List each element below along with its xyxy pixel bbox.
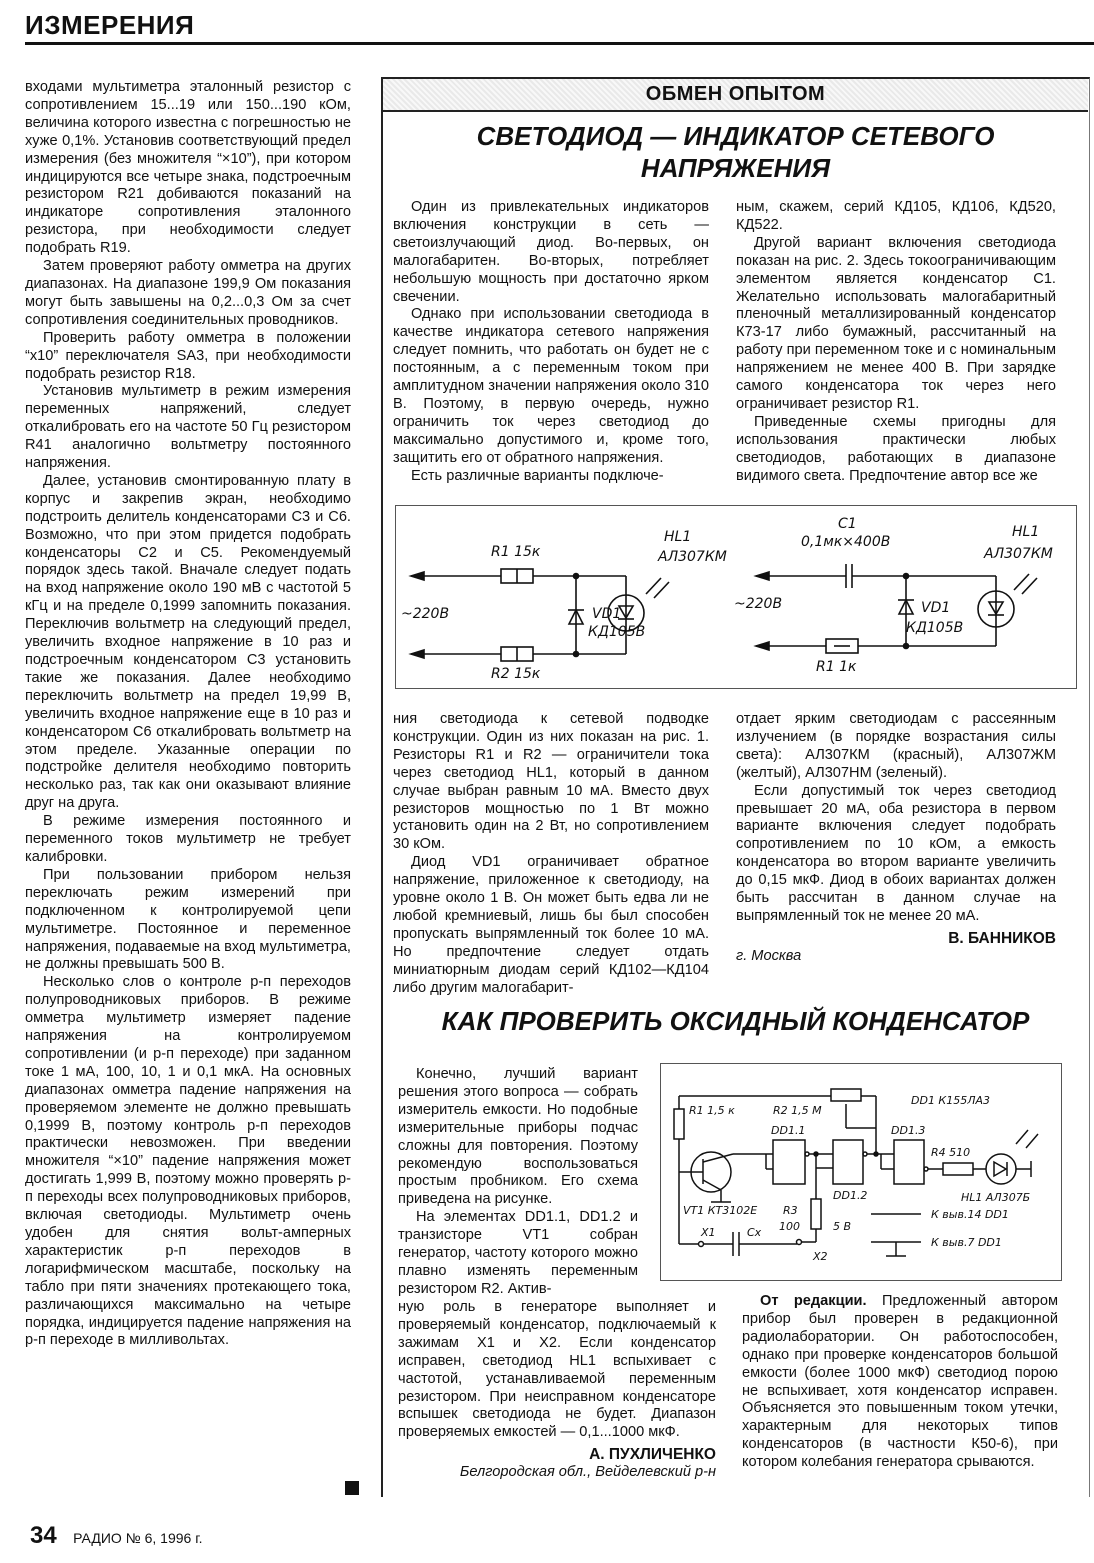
paragraph: отдает ярким светодиодам с рассеянным излучением (в порядке возрастания силы света): АЛ307КМ (красный), АЛ307ЖМ (желтый), АЛ307НМ (зеленый). [736, 711, 1056, 781]
label-r3: R3 [783, 1204, 798, 1217]
label-hl1: HL1 [664, 529, 692, 545]
terminal-x1 [699, 1242, 704, 1247]
arrow-icon [756, 642, 769, 650]
paragraph: ния светодиода к сетевой подводке конструкции. Один из них показан на рис. 1. Резисторы R1 и R2 — ограничители тока через светодиод HL1, который в данном случае выбран равным 10 мА. Вместо двух резисторов мощностью по 1 Вт можно установить один на 2 Вт, но сопротивлением 30 кОм. [393, 711, 709, 853]
paragraph: ную роль в генераторе выполняет и проверяемый конденсатор, подключаемый к зажимам Х1 и Х2. Если конденсатор исправен, светодиод HL1 вспыхивает с частотой, устанавливаемой переменным резистором. При неисправном конденсаторе вспышек светодиода не будет. Диапазон проверяемых емкостей — 0,1...1000 мкФ. [398, 1299, 716, 1441]
label-vd1-type: КД105В [588, 624, 646, 640]
paragraph: Проверить работу омметра в положении “x10” переключателя SA3, при необходимости подобрать резистор R18. [25, 329, 351, 382]
paragraph: Далее, установив смонтированную плату в корпус и закрепив экран, необходимо подстроить делитель конденсаторами С3 и С6. Возможно, что при этом придется подобрать конденсаторы С2 и С5. Рекомендуемый порядок здесь такой. Вначале следует подать на вход напряжение около 190 мВ с частотой 5 кГц и на пределе 0,1999 запомнить показания. Переключив вольтметр на следующий предел, увеличить входное напряжение в 10 раз и подстроечным конденсатором С3 установить такие же показания. Далее необходимо переключить вольтметр на предел 19,99 В, увеличить входное напряжение еще в 10 раз и конденсатором С6 откалибровать вольтметр на этом пределе. Указанные операции по подстройке делителя необходимо повторить несколько раз, так как они оказывают влияние друг на друга. [25, 472, 351, 812]
label-r3-value: 100 [779, 1220, 800, 1233]
label-r1-1k: R1 1к [816, 659, 857, 675]
paragraph: На элементах DD1.1, DD1.2 и транзисторе VT1 собран генератор, частоту которого можно плавно изменять переменным резистором R2. Актив- [398, 1209, 638, 1297]
potentiometer-r2 [831, 1089, 861, 1101]
terminal-x2 [797, 1240, 802, 1245]
resistor-r4 [943, 1163, 973, 1175]
rubric-banner [383, 79, 1088, 112]
paragraph: Если допустимый ток через светодиод превышает 20 мА, оба резистора в первом варианте включения следует подобрать сопротивлением по 10 кОм, а емкость конденсатора во втором варианте увеличить до 0,15 мкФ. Диод в обоих вариантах должен быть рассчитан в данном случае на выпрямленный ток не менее 20 мА. [736, 782, 1056, 924]
arrow-icon [411, 650, 424, 658]
label-mains-right: ~220В [734, 596, 783, 612]
label-r2: R2 1,5 М [773, 1104, 822, 1117]
label-minus-to: К выв.7 DD1 [931, 1236, 1002, 1249]
resistor-r1 [674, 1109, 684, 1139]
editor-lead: От редакции. [760, 1293, 867, 1309]
label-r4: R4 510 [931, 1146, 971, 1159]
label-c1: C1 [838, 516, 857, 532]
label-vd1-type-right: КД105В [906, 620, 964, 636]
gate-dd1-1 [773, 1140, 805, 1184]
article1-col2 [736, 199, 1056, 486]
label-hl1: HL1 АЛ307Б [961, 1191, 1031, 1204]
article2-col2 [398, 1299, 716, 1482]
gate-dd1-3 [894, 1140, 924, 1184]
article2-title: КАК ПРОВЕРИТЬ ОКСИДНЫЙ КОНДЕНСАТОР [441, 1006, 1030, 1036]
label-dd1-2: DD1.2 [833, 1189, 868, 1202]
page-number: 34 [30, 1522, 57, 1549]
article1-col3 [393, 711, 709, 998]
article1-city: г. Москва [736, 947, 802, 964]
paragraph: Конечно, лучший вариант решения этого вопроса — собрать измеритель емкости. Но подобные измерительные приборы подчас сложны для повторения. Поэтому рекомендую воспользоваться простым пробником. Его схема приведена на рисунке. [398, 1066, 638, 1208]
label-hl1-type: АЛ307КМ [658, 549, 727, 565]
schematic-svg [396, 506, 1076, 688]
article1-col4 [736, 711, 1056, 966]
article2-col1 [398, 1066, 638, 1299]
label-plus-to: К выв.14 DD1 [931, 1208, 1009, 1221]
editor-paragraph [742, 1293, 1058, 1472]
article2-city: Белгородская обл., Вейделевский р-н [459, 1464, 716, 1481]
paragraph: Один из привлекательных индикаторов включения конструкции в сеть — светоизлучающий диод. Во-первых, он малогабаритен. Во-вторых, потребляет небольшую мощность при достаточно ярком свечении. [393, 199, 709, 305]
article1-author: В. БАННИКОВ [948, 929, 1056, 947]
end-of-article-mark [345, 1481, 359, 1495]
label-hl1-type-right: АЛ307КМ [984, 546, 1053, 562]
article2-author: А. ПУХЛИЧЕНКО [589, 1446, 716, 1464]
paragraph: Другой вариант включения светодиода показан на рис. 2. Здесь токоограничивающим элементом является конденсатор С1. Желательно использовать малогабаритный пленочный металлизированный конденсатор К73-17 либо бумажный, рассчитанный на работу при переменном токе и с номинальным напряжением не менее 400 В. При зарядке самого конденсатора ток через него ограничивает резистор R1. [736, 234, 1056, 412]
label-x1: X1 [701, 1226, 716, 1239]
label-dd1-1: DD1.1 [771, 1124, 806, 1137]
label-r1: R1 15к [491, 544, 541, 560]
paragraph: Есть различные варианты подключе- [411, 467, 664, 484]
arrow-icon [411, 572, 424, 580]
rubric-title: ОБМЕН ОПЫТОМ [645, 83, 826, 105]
paragraph: Затем проверяют работу омметра на других диапазонах. На диапазоне 199,9 Ом показания могут быть завышены на 0,2...0,3 Ом за счет сопротивления соединительных проводников. [25, 258, 351, 328]
figure-led-mains-circuits [395, 505, 1077, 689]
label-hl1-right: HL1 [1012, 524, 1040, 540]
label-cx: Cx [747, 1226, 762, 1239]
label-supply: 5 В [833, 1220, 852, 1233]
schematic-svg [661, 1064, 1061, 1280]
paragraph: ным, скажем, серий КД105, КД106, КД520, КД522. [736, 199, 1056, 233]
paragraph: Несколько слов о контроле р-п переходов полупроводниковых приборов. В режиме омметра мультиметр измеряет падение напряжения на контролируемом сопротивлении (и р-п переходе) при заданном токе 1 мА, 100, 10, 1 и 0,1 мкА. На основных диапазонах омметра падение напряжения на проверяемом элементе не должно превышать 0,1999 В, поэтому контроль р-п переходов практически невозможен. При введении множителя “×10” падение напряжения может достигать 1,999 В, поэтому можно проверять р-п переходы всех полупроводниковых приборов, включая светодиоды. Мультиметр очень удобен для снятия вольт-амперных характеристик р-п переходов в логарифмическом масштабе, поскольку на табло при пяти значениях протекающего тока, различающихся максимально на четыре порядка, индицируется падение напряжения на р-п переходе в милливольтах. [25, 974, 351, 1349]
paragraph: Однако при использовании светодиода в качестве индикатора сетевого напряжения следует помнить, что работать он будет не с постоянным, а с переменным током при амплитудном значении напряжения около 310 В. Поэтому, в первую очередь, нужно ограничить ток через светодиод до максимально допустимого и, кроме того, защитить его от обратного напряжения. [393, 306, 709, 466]
article1-title: СВЕТОДИОД — ИНДИКАТОР СЕТЕВОГО НАПРЯЖЕНИЯ [476, 121, 995, 183]
heading-rule [25, 42, 1094, 45]
left-column [25, 79, 351, 1350]
label-vd1: VD1 [592, 606, 622, 622]
label-x2: X2 [813, 1250, 828, 1263]
paragraph: Диод VD1 ограничивает обратное напряжение, приложенное к светодиоду, на уровне около 1 В. Он может быть едва ли не любой кремниевый, лишь бы был способен пропускать выпрямленный ток более 10 мА. Но предпочтение следует отдать миниатюрным диодам серий КД102—КД104 либо другим малогабарит- [393, 854, 709, 996]
section-heading: ИЗМЕРЕНИЯ [25, 10, 195, 40]
page-footer [30, 1522, 202, 1550]
magazine-issue: РАДИО № 6, 1996 г. [73, 1530, 203, 1546]
article1-col1 [393, 199, 709, 486]
label-mains-left: ~220В [401, 606, 450, 622]
label-r2: R2 15к [491, 666, 541, 682]
editor-note [742, 1293, 1058, 1472]
editor-text: Предложенный автором прибор был проверен в редакционной радиолаборатории. Он работоспособен, однако при проверке конденсаторов большой емкости (более 1000 мкФ) светодиод порою не вспыхивает, хотя конденсатор исправен. Объясняется это повышенным током утечки, характерным для некоторых типов конденсаторов (в частности К50-6), при котором колебания генератора срываются. [742, 1293, 1058, 1471]
label-dd1: DD1 К155ЛА3 [911, 1094, 991, 1107]
label-vt1: VT1 КТ3102Е [683, 1204, 758, 1217]
paragraph: В режиме измерения постоянного и переменного токов мультиметр не требует калибровки. [25, 813, 351, 865]
gate-dd1-2 [833, 1140, 863, 1184]
paragraph: входами мультиметра эталонный резистор с сопротивлением 15...19 или 150...190 кОм, величина которого известна с погрешностью не хуже 0,1%. Установив соответствующий предел измерения (без множителя “×10”), при котором индицируются все четыре знака, подстроечным резистором R21 добиваются показаний на индикаторе сопротивления эталонного резистора, при необходимости следует подобрать R19. [25, 79, 351, 257]
resistor-r3 [811, 1199, 821, 1229]
label-r1: R1 1,5 к [689, 1104, 735, 1117]
paragraph: Установив мультиметр в режим измерения переменных напряжений, следует откалибровать его на частоте 50 Гц резистором R41 аналогично вольтметру постоянного напряжения. [25, 383, 351, 472]
arrow-icon [756, 572, 769, 580]
label-c1-value: 0,1мк×400В [801, 534, 891, 550]
label-dd1-3: DD1.3 [891, 1124, 926, 1137]
label-vd1-right: VD1 [921, 600, 951, 616]
paragraph: Приведенные схемы пригодны для использования практически любых светодиодов, работающих в диапазоне видимого света. Предпочтение автор все же [736, 413, 1056, 484]
led-hl1 [986, 1154, 1016, 1184]
figure-capacitor-tester [660, 1063, 1062, 1281]
paragraph: При пользовании прибором нельзя переключать режим измерений при подключенном к контролируемой цепи мультиметре. Постоянное и переменное напряжения, подаваемые на вход мультиметра, не должны превышать 500 В. [25, 866, 351, 973]
